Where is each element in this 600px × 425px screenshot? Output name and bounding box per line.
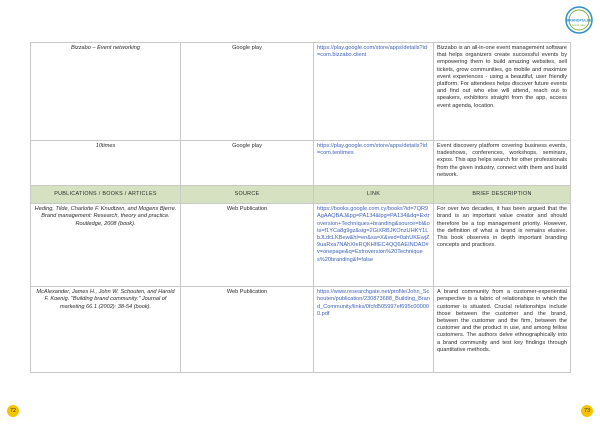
resource-link[interactable]: https://books.google.com.cy/books?id=7QR9AgAAQBAJ&pg=PA134&lpg=PA134&dq=Extroversion+Techniques+branding&source=bl&ots=f1YCa8g9gz&sig=2GiXRBJKOnzUHKY1LbJLdcLKBew&hl=en&sa=X&ved=0ahUKEwjZ9uaRxa7NAhXIeRQKHfIEC4QQ6AEINDAD#v=onepage&q=Extroversion%20Techniques%20branding&f=false (314, 204, 434, 287)
resource-source: Web Publication (181, 287, 314, 373)
resource-description: Bizzabo is an all-in-one event management software that helps organizers create successful events by empowering them to build amazing websites, sell tickets, grow communities, go mobile and maximize event experiences - using a beautiful, user friendly platform. For attendees helps discover future events and find out who else will attend, reach out to speakers, exhibitors straight from the app, access event agenda, location. (434, 43, 571, 141)
resource-link[interactable]: https://play.google.com/store/apps/details?id=com.tentimes (314, 141, 434, 186)
column-header-link: LINK (314, 186, 434, 204)
column-header-description: BRIEF DESCRIPTION (434, 186, 571, 204)
table-row (31, 204, 571, 287)
column-header-source: SOURCE (181, 186, 314, 204)
table-header-row (31, 186, 571, 204)
table-row (31, 43, 571, 141)
resource-title: 10times (31, 141, 181, 186)
page-number-right: 73 (581, 405, 593, 417)
resource-source: Google play (181, 141, 314, 186)
resources-table (30, 42, 571, 373)
brand-logo-icon (565, 6, 593, 34)
brand-logo (565, 6, 593, 34)
resource-source: Google play (181, 43, 314, 141)
resource-title: Bizzabo – Event networking (31, 43, 181, 141)
logo-subtext: brand pulse (572, 24, 586, 27)
resource-source: Web Publication (181, 204, 314, 287)
column-header-publications: PUBLICATIONS / BOOKS / ARTICLES (31, 186, 181, 204)
resource-link[interactable]: https://www.researchgate.net/profile/John_Schouten/publication/230873688_Building_Brand_Community/links/0fcfd505997ef695c000000.pdf (314, 287, 434, 373)
resource-title: Heding, Tilde, Charlotte F. Knudtzen, and Mogens Bjerre. Brand management: Research, theory and practice. Routledge, 2008 (book). (31, 204, 181, 287)
table-row (31, 141, 571, 186)
resource-description: A brand community from a customer-experiential perspective is a fabric of relationships in which the customer is situated. Crucial relationships include those between the customer and the brand, between the customer and the firm, between the customer and the product in use, and among fellow customers. The authors delve ethnographically into a brand community and test key findings through quantitative methods. (434, 287, 571, 373)
resource-description: Event discovery platform covering business events, tradeshows, conferences, workshops, seminars, expos. This app helps search for other professionals from the given industry, connect with them and build network. (434, 141, 571, 186)
table-row (31, 287, 571, 373)
resource-title: McAlexander, James H., John W. Schouten, and Harold F. Koenig. "Building brand community." Journal of marketing 66.1 (2002): 38-54 (book). (31, 287, 181, 373)
page-number-left: 72 (7, 405, 19, 417)
resource-link[interactable]: https://play.google.com/store/apps/details?id=com.bizzabo.client (314, 43, 434, 141)
logo-text: BRANDPULSE (566, 18, 592, 23)
resource-description: For over two decades, it has been argued that the brand is an important value creator and should therefore be a top management priority. However, the definition of what a brand is remains elusive. This book observes in depth important branding concepts and practices. (434, 204, 571, 287)
